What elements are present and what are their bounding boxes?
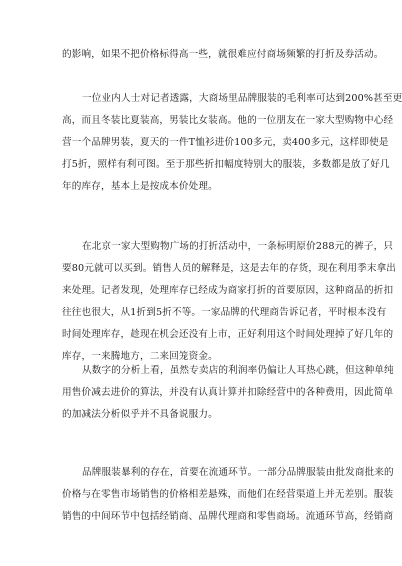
- text-line: 一位业内人士对记者透露，大商场里品牌服装的毛利率可达到200%甚至更: [82, 93, 402, 104]
- paragraph-1: [62, 44, 384, 66]
- text-line: 往往也很大，从1折到5折不等。一家品牌的代理商告诉记者，平时根本没有: [62, 307, 387, 318]
- text-line: 营一个品牌男装，夏天的一件T恤衫进价100多元，卖400多元，这样即使是: [62, 137, 389, 148]
- text-line: 库存，一来腾地方，二来回笼资金。: [62, 351, 218, 362]
- text-line: 高，而且冬装比夏装高，男装比女装高。他的一位朋友在一家大型购物中心经: [62, 115, 394, 126]
- text-line: 从数字的分析上看，虽然专卖店的利润率仍偏让人耳热心跳，但这种单纯: [82, 365, 394, 376]
- text-line: 的影响，如果不把价格标得高一些，就很难应付商场频繁的打折及券活动。: [62, 49, 384, 60]
- text-line: 用售价减去进价的算法，并没有认真计算并扣除经营中的各种费用，因此简单: [62, 387, 394, 398]
- text-line: 来处理。记者发现，处理库存已经成为商家打折的首要原因，这种商品的折扣: [62, 285, 394, 296]
- text-line: 年的库存，基本上是按成本价处理。: [62, 181, 218, 192]
- paragraph-5: [62, 462, 394, 528]
- text-line: 打5折，照样有利可图。至于那些折扣幅度特别大的服装，多数都是放了好几: [62, 159, 390, 170]
- text-line: 价格与在零售市场销售的价格相差悬殊，而他们在经营渠道上并无差别。服装: [62, 489, 394, 500]
- text-line: 要80元就可以买到。销售人员的解释是，这是去年的存货，现在利用季末拿出: [62, 263, 397, 274]
- paragraph-3: [62, 236, 397, 368]
- text-line: 的加减法分析似乎并不具备说服力。: [62, 409, 218, 420]
- text-line: 品牌服装暴利的存在，首要在流通环节。一部分品牌服装由批发商批来的: [82, 467, 394, 478]
- paragraph-4: [62, 360, 394, 426]
- paragraph-2: [62, 88, 402, 198]
- text-line: 时间处理库存，趁现在机会还没有上市，正好利用这个时间处理掉了好几年的: [62, 329, 394, 340]
- text-line: 在北京一家大型购物广场的打折活动中，一条标明原价288元的裤子，只: [82, 241, 394, 252]
- text-line: 销售的中间环节中包括经销商、品牌代理商和零售商场。流通环节高，经销商: [62, 511, 394, 522]
